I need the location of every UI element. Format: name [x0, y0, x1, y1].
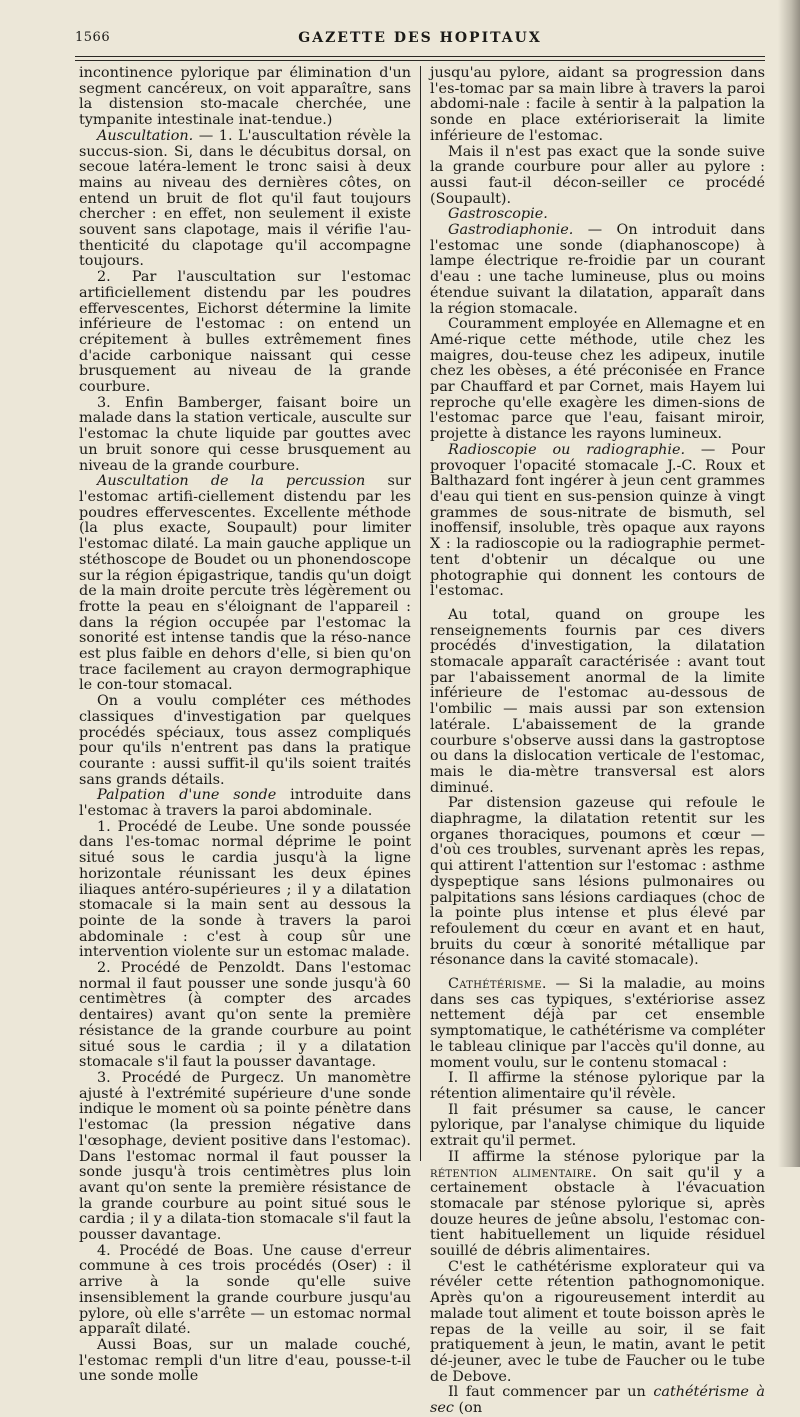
section-heading: Cathétérisme.	[448, 976, 547, 993]
paragraph: jusqu'au pylore, aidant sa progression dans l'es-tomac par sa main libre à travers la paroi abdomi-nale : facile à sentir à la palpation la sonde en place extérioriserait la limite inférieure de l'estomac.	[430, 65, 765, 144]
paragraph: On a voulu compléter ces méthodes classiques d'investigation par quelques procédés spéciaux, tous assez compliqués pour qu'ils n'entrent pas dans la pratique courante : aussi suffit-il qu'ils soient traités sans grands détails.	[79, 693, 411, 788]
header-rule	[75, 56, 765, 57]
paragraph: 2. Par l'auscultation sur l'estomac artificiellement distendu par les poudres effervescentes, Eichorst détermine la limite inférieure de l'estomac : on entend un crépitement à bulles extrêmement fines d'acide carbonique naissant qui cesse brusquement au niveau de la grande courbure.	[79, 269, 411, 396]
paragraph: Il fait présumer sa cause, le cancer pylorique, par l'analyse chimique du liquide extrait qu'il permet.	[430, 1101, 765, 1150]
paragraph: Auscultation de la percussion sur l'estomac artifi-ciellement distendu par les poudres effervescentes. Excellente méthode (la plus exacte, Soupault) pour limiter l'estomac dilaté. La main gauche applique un stéthoscope de Boudet ou un phonendoscope sur la région épigastrique, tandis qu'un doigt de la main droite percute très légèrement ou frotte la peau en s'éloignant de l'appareil : dans la région occupée par l'estomac la sonorité est intense tandis que la réso-nance est plus faible en dehors d'elle, si bien qu'on trace facilement au crayon dermographique le con-tour stomacal.	[79, 473, 412, 694]
paragraph: incontinence pylorique par élimination d'un segment cancéreux, on voit apparaître, sans la distension sto-macale cherchée, une tympanite intestinale inat-tendue.)	[79, 65, 411, 129]
paragraph: 1. Procédé de Leube. Une sonde poussée dans l'es-tomac normal déprime le point situé sous le cardia jusqu'à la ligne horizontale réunissant les deux épines iliaques antéro-supérieures ; il y a dilatation stomacale si la main sent au dessous la pointe de la sonde à travers la paroi abdominale : c'est à coup sûr une intervention violente sur un estomac malade.	[79, 818, 411, 961]
paragraph: Par distension gazeuse qui refoule le diaphragme, la dilatation retentit sur les organes thoraciques, poumons et cœur — d'où ces troubles, survenant après les repas, qui attirent l'attention sur l'estomac : asthme dyspeptique sans lésions pulmonaires ou palpitations sans lésions cardiaques (choc de la pointe plus intense et plus élevé par refoulement du cœur en avant et en haut, bruits du cœur à sonorité métallique par résonance dans la cavité stomacale).	[430, 795, 765, 969]
left-column	[79, 66, 411, 1385]
paragraph: Au total, quand on groupe les renseignements fournis par ces divers procédés d'investigation, la dilatation stomacale apparaît caractérisée : avant tout par l'abaissement anormal de la limite inférieure de l'estomac au-dessous de l'ombilic — mais aussi par son extension latérale. L'abaissement de la grande courbure s'observe aussi dans la gastroptose ou dans la dislocation verticale de l'estomac, mais le dia-mètre transversal est alors diminué.	[430, 606, 765, 796]
paragraph: Palpation d'une sonde introduite dans l'estomac à travers la paroi abdominale.	[79, 787, 411, 820]
paragraph: 3. Procédé de Purgecz. Un manomètre ajusté à l'extrémité supérieure d'une sonde indique le moment où sa pointe pénètre dans l'estomac (la pression négative dans l'œsophage, devient positive dans l'estomac). Dans l'estomac normal il faut pousser la sonde jusqu'à trois centimètres plus loin avant qu'on sente la première résistance de la grande courbure au point situé sous le cardia ; il y a dilata-tion stomacale s'il faut la pousser davantage.	[79, 1070, 411, 1244]
paragraph: 2. Procédé de Penzoldt. Dans l'estomac normal il faut pousser une sonde jusqu'à 60 centimètres (à compter des arcades dentaires) avant qu'on sente la première résistance de la grande courbure au point situé sous le cardia ; il y a dilatation stomacale s'il faut la pousser davantage.	[79, 960, 411, 1071]
right-column	[430, 66, 765, 1417]
paragraph: Cathétérisme. — Si la maladie, au moins dans ses cas typiques, s'extériorise assez nettement déjà par cet ensemble symptomatique, le cathétérisme va compléter le tableau clinique par l'accès qu'il donne, au moment voulu, sur le contenu stomacal :	[430, 976, 765, 1071]
section-heading: Palpation d'une sonde	[97, 787, 277, 804]
section-heading: Gastroscopie.	[448, 206, 548, 223]
section-heading: Gastrodiaphonie.	[448, 222, 574, 239]
paragraph: 3. Enfin Bamberger, faisant boire un malade dans la station verticale, ausculte sur l'estomac la chute liquide par gouttes avec un bruit sonore qui cesse brusquement au niveau de la grande courbure.	[79, 394, 411, 474]
page-edge-shadow	[778, 0, 800, 1167]
paragraph	[430, 207, 765, 223]
page-header	[75, 30, 765, 54]
paragraph: II affirme la sténose pylorique par la rétention alimentaire. On sait qu'il y a certainement obstacle à l'évacuation stomacale par sténose pylorique si, après douze heures de jeûne absolu, l'estomac con-tient habituellement un liquide résiduel souillé de débris alimentaires.	[430, 1148, 766, 1260]
paragraph: Couramment employée en Allemagne et en Amé-rique cette méthode, utile chez les maigres, dou-teuse chez les adipeux, inutile chez les obèses, a été préconisée en France par Chauffard et par Cornet, mais Hayem lui reproche qu'elle exagère les dimen-sions de l'estomac parce que l'eau, faisant miroir, projette à distance les rayons lumineux.	[430, 316, 765, 443]
paragraph: Gastrodiaphonie. — On introduit dans l'estomac une sonde (diaphanoscope) à lampe électrique re-froidie par un courant d'eau : une tache lumineuse, plus ou moins étendue suivant la dilatation, apparaît dans la région stomacale.	[430, 222, 765, 317]
section-heading: Auscultation de la percussion	[97, 473, 366, 490]
column-divider	[420, 66, 421, 1161]
header-rule-thin	[75, 60, 765, 61]
paragraph: Aussi Boas, sur un malade couché, l'estomac rempli d'un litre d'eau, pousse-t-il une sonde molle	[79, 1336, 411, 1385]
journal-title: GAZETTE DES HOPITAUX	[298, 30, 542, 46]
paragraph: Mais il n'est pas exact que la sonde suive la grande courbure pour aller au pylore : aussi faut-il décon-seiller ce procédé (Soupault).	[430, 143, 765, 207]
page-number: 1566	[75, 30, 111, 45]
paragraph: C'est le cathétérisme explorateur qui va révéler cette rétention pathognomonique. Après qu'on a rigoureusement interdit au malade tout aliment et toute boisson après le repas de la veille au soir, il se fait pratiquement à jeun, le matin, avant le petit dé-jeuner, avec le tube de Faucher ou le tube de Debove.	[430, 1258, 765, 1385]
paragraph: I. Il affirme la sténose pylorique par la rétention alimentaire qu'il révèle.	[430, 1070, 765, 1102]
paragraph: Auscultation. — 1. L'auscultation révèle la succus-sion. Si, dans le décubitus dorsal, on secoue latéra-lement le tronc saisi à deux mains au niveau des dernières côtes, on entend un bruit de flot qu'il faut toujours chercher : en effet, non seulement il existe souvent sans clapotage, mais il vérifie l'au-thenticité du clapotage qu'il accompagne toujours.	[79, 127, 411, 270]
paragraph: Radioscopie ou radiographie. — Pour provoquer l'opacité stomacale J.-C. Roux et Balthazard font ingérer à jeun cent grammes d'eau qui tient en sus-pension quinze à vingt grammes de sous-nitrate de bismuth, sel inoffensif, insoluble, très opaque aux rayons X : la radioscopie ou la radiographie permet-tent d'obtenir un décalque ou une photographie qui donnent les contours de l'estomac.	[430, 441, 766, 600]
paragraph: Il faut commencer par un cathétérisme à sec (on	[430, 1384, 765, 1417]
section-heading: Radioscopie ou radiographie.	[448, 441, 686, 458]
section-heading: Auscultation.	[97, 127, 194, 144]
paragraph: 4. Procédé de Boas. Une cause d'erreur commune à ces trois procédés (Oser) : il arrive à la sonde qu'elle suive insensiblement la grande courbure jusqu'au pylore, où elle s'arrête — un estomac normal apparaît dilaté.	[79, 1242, 411, 1338]
